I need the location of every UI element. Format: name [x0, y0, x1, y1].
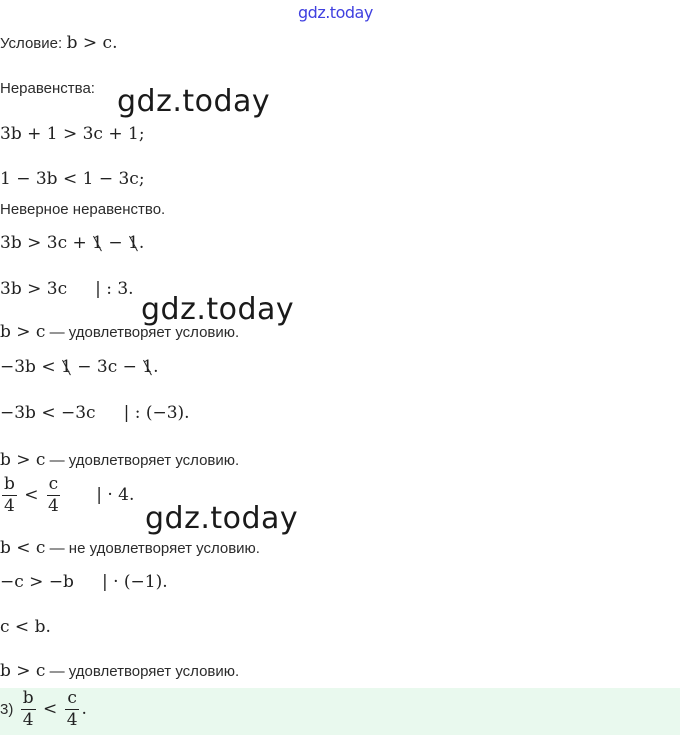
condition-line: [0, 33, 117, 53]
step-text: 3b > 3c +: [0, 233, 93, 253]
cancelled-one: 1: [142, 357, 154, 377]
result-text: — удовлетворяет условию.: [45, 663, 240, 680]
inequality-1: 3b + 1 > 3c + 1;: [0, 124, 145, 144]
inequality-2: 1 − 3b < 1 − 3c;: [0, 169, 145, 189]
result-text: — не удовлетворяет условию.: [45, 540, 260, 557]
result-expr: b > c: [0, 661, 46, 681]
result-expr: b > c: [0, 450, 46, 470]
step-text: −c > −b: [0, 572, 74, 592]
step-text: −3b < −3c: [0, 403, 96, 423]
step-text: −3b <: [0, 357, 61, 377]
result-line-1: [0, 322, 239, 342]
step-text: 3b > 3c: [0, 279, 68, 299]
less-than-sign: <: [24, 485, 39, 505]
cancelled-one: 1: [92, 233, 103, 253]
division-op: | : 3.: [95, 279, 134, 299]
item-3-label: 3): [0, 701, 14, 718]
item-3-line: [0, 690, 87, 729]
result-text: — удовлетворяет условию.: [45, 452, 240, 469]
fraction-numerator: c: [48, 474, 59, 494]
fraction-line: [0, 476, 138, 515]
result-expr: b > c: [0, 322, 46, 342]
watermark-1: gdz.today: [117, 84, 271, 119]
step-line-5: [0, 572, 172, 592]
fraction-c-4: [46, 476, 61, 515]
cancelled-one: 1: [61, 357, 72, 377]
step-line-3: [0, 357, 159, 377]
fraction-numerator: c: [67, 688, 77, 708]
result-expr: b < c: [0, 538, 46, 558]
fraction-denominator: 4: [4, 496, 15, 516]
step-line-1: [0, 233, 144, 253]
step-line-2: [0, 279, 138, 299]
multiply-op: | · 4.: [96, 485, 135, 505]
step-text: −: [102, 233, 129, 253]
step-text: − 3c −: [71, 357, 143, 377]
step-text: .: [153, 357, 159, 377]
fraction-denominator: 4: [22, 710, 34, 730]
result-line-2: [0, 450, 239, 470]
result-line-4: [0, 661, 239, 681]
result-text: — удовлетворяет условию.: [45, 324, 240, 341]
watermark-3: gdz.today: [145, 501, 299, 536]
fraction-denominator: 4: [47, 496, 59, 516]
fraction-denominator: 4: [66, 710, 78, 730]
step-line-4: [0, 403, 194, 423]
period: .: [81, 699, 87, 719]
invalid-note: Неверное неравенство.: [0, 201, 166, 218]
division-op: | : (−3).: [123, 403, 190, 423]
watermark-top: gdz.today: [298, 3, 373, 22]
fraction-b-4: [21, 690, 36, 729]
less-than-sign: <: [43, 699, 58, 719]
condition-expr: b > c.: [66, 33, 118, 53]
fraction-numerator: b: [4, 474, 15, 494]
inequalities-label: Неравенства:: [0, 80, 95, 97]
multiply-op: | · (−1).: [101, 572, 168, 592]
step-line-6: c < b.: [0, 617, 51, 637]
item-3-highlight: [0, 688, 680, 735]
cancelled-one: 1: [128, 233, 139, 253]
watermark-2: gdz.today: [141, 292, 295, 327]
step-text: .: [138, 233, 145, 253]
condition-label: Условие:: [0, 35, 63, 52]
fraction-b-4: [2, 476, 17, 515]
fraction-c-4: [65, 690, 80, 729]
result-line-3: [0, 538, 260, 558]
fraction-numerator: b: [22, 688, 34, 708]
